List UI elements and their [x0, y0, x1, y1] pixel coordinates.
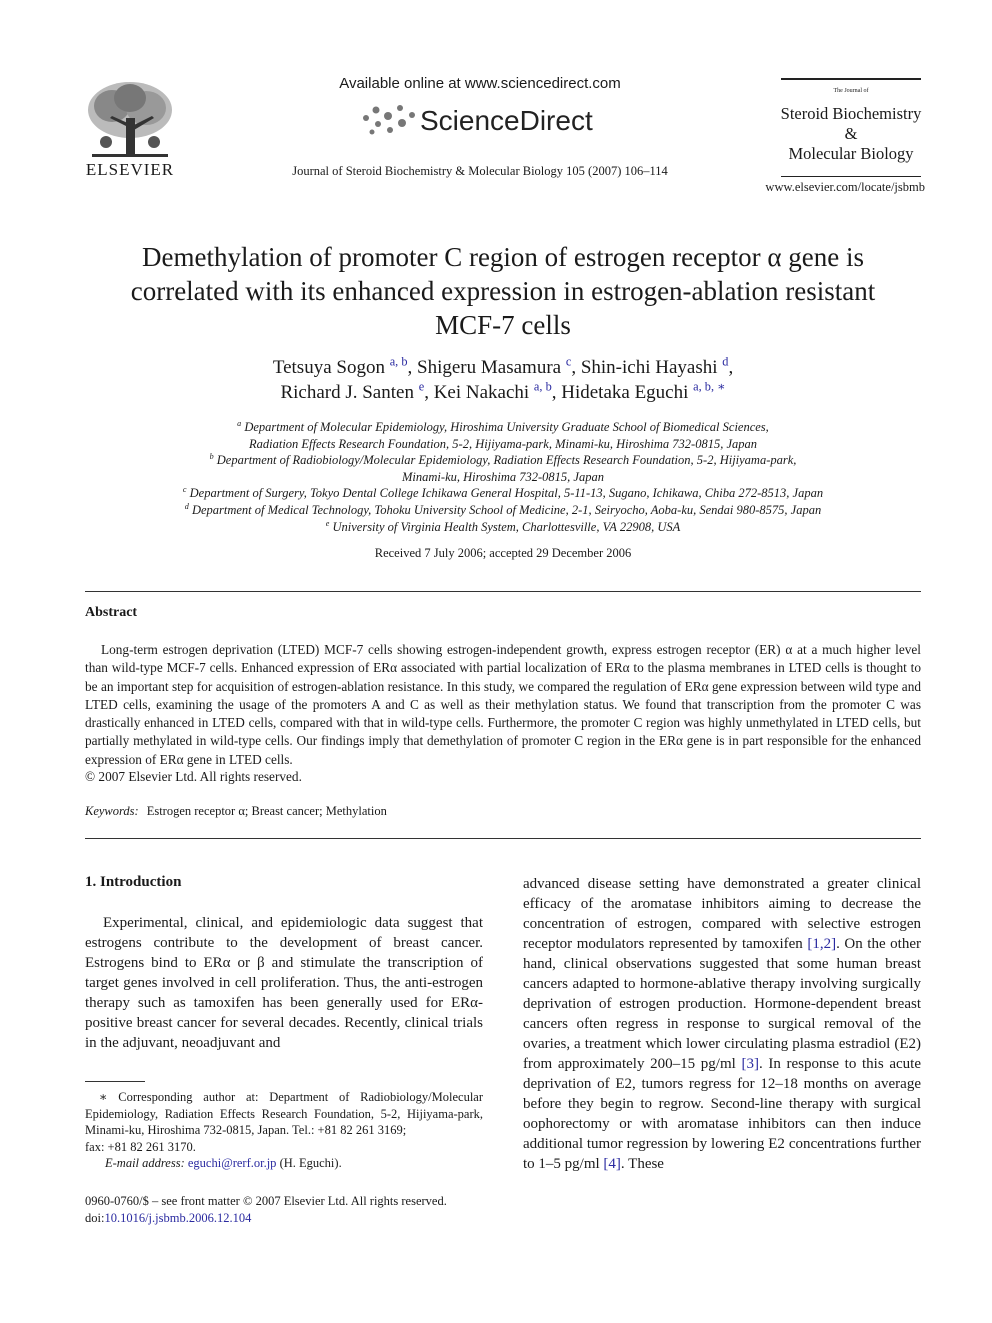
- available-online-text[interactable]: Available online at www.sciencedirect.com: [339, 75, 621, 92]
- divider: [85, 838, 921, 839]
- publisher-name: ELSEVIER: [85, 160, 175, 179]
- journal-name-line-2: &: [844, 124, 858, 143]
- author-affil-mark[interactable]: e: [418, 379, 425, 394]
- journal-url[interactable]: www.elsevier.com/locate/jsbmb: [765, 180, 925, 194]
- journal-citation: Journal of Steroid Biochemistry & Molecular Biology 105 (2007) 106–114: [292, 164, 668, 178]
- author-affil-mark[interactable]: a, b: [533, 379, 552, 394]
- journal-name-line-3: Molecular Biology: [788, 144, 914, 163]
- citation-link[interactable]: [4]: [603, 1156, 621, 1172]
- author-affil-mark[interactable]: a, b, ∗: [693, 379, 726, 394]
- journal-name: [770, 104, 932, 164]
- intro-paragraph-continued: advanced disease setting have demonstrated a greater clinical efficacy of the aromatase inhibitors aiming to decrease the concentration of estrogen, compared with selective estrogen receptor modulators represented by tamoxifen [1,2]. On the other hand, clinical observations suggested that some human breast cancers adapted to hormone-ablative therapy involving surgically deprivation of estrogen production. Hormone-dependent breast cancers often regress in response to surgical removal of the ovaries, a treatment which lower circulating plasma estradiol (E2) from approximately 200–15 pg/ml [3]. In response to this acute deprivation of E2, tumors regress for 12–18 months on average before they begin to regrow. Second-line therapy with surgical oophorectomy or with aromatase inhibitors can then induce additional tumor regression by lowering E2 concentrations further to 1–5 pg/ml [4]. These: [523, 876, 922, 1172]
- affiliation: $^e$ University of Virginia Health System, Charlottesville, VA 22908, USA: [325, 518, 681, 534]
- author: Shigeru Masamura $^c$,: [417, 354, 581, 378]
- journal-box-top-rule: [781, 78, 921, 80]
- issn-doi-block: [85, 1193, 447, 1227]
- affiliation-continued: Radiation Effects Research Foundation, 5-2, Hijiyama-park, Minami-ku, Hiroshima 732-0815, Japan: [248, 436, 758, 451]
- affiliation-continued: Minami-ku, Hiroshima 732-0815, Japan: [402, 469, 604, 484]
- affiliation: $^c$ Department of Surgery, Tokyo Dental College Ichikawa General Hospital, 5-11-13, Sugano, Ichikawa, Chiba 272-8513, Japan: [182, 485, 824, 501]
- corresponding-author-footnote: ∗ Corresponding author at: Department of Radiobiology/Molecular Epidemiology, Radiation Effects Research Foundation, 5-2, Hijiyama-park, Minami-ku, Hiroshima 732-0815, Japan. Tel.: +81 82 261 3169; fax: +81 82 261 3170. E-mail address: eguchi@rerf.or.jp (H. Eguchi).: [85, 1090, 483, 1170]
- abstract-copyright: © 2007 Elsevier Ltd. All rights reserved.: [85, 769, 302, 784]
- affiliation-list: [100, 419, 906, 535]
- sciencedirect-dots-icon: [363, 105, 415, 135]
- author-affil-mark[interactable]: c: [565, 354, 572, 369]
- journal-small-label: The Journal of: [833, 88, 869, 94]
- affiliation: $^d$ Department of Medical Technology, Tohoku University School of Medicine, 2-1, Seiryocho, Aoba-ku, Sendai 980-8575, Japan: [184, 501, 822, 517]
- issn-line: 0960-0760/$ – see front matter © 2007 Elsevier Ltd. All rights reserved.: [85, 1194, 447, 1208]
- email-link[interactable]: eguchi@rerf.or.jp: [187, 1156, 277, 1170]
- affiliation: $^b$ Department of Radiobiology/Molecular Epidemiology, Radiation Effects Research Foundation, 5-2, Hijiyama-park,: [209, 452, 797, 468]
- citation-link[interactable]: [1,2]: [807, 936, 837, 952]
- author: Richard J. Santen $^e$,: [280, 379, 434, 403]
- author: Shin-ichi Hayashi $^d$,: [580, 354, 734, 378]
- author: Kei Nakachi $^{a, b}$,: [433, 379, 562, 403]
- abstract-body: [85, 641, 921, 769]
- sciencedirect-logo[interactable]: [358, 96, 618, 140]
- intro-paragraph: Experimental, clinical, and epidemiologic data suggest that estrogens contribute to the development of breast cancer. Estrogens bind to ERα or β and stimulate the transcription of target genes involved in cell proliferation. Thus, the anti-estrogen therapy such as tamoxifen has been generally used for ERα-positive breast cancer for several decades. Recently, clinical trials in the adjuvant, neoadjuvant and: [85, 915, 483, 1051]
- article-title: Demethylation of promoter C region of estrogen receptor α gene is correlated with its enhanced expression in estrogen-ablation resistant MCF-7 cells: [130, 242, 876, 340]
- intro-column-right: [523, 874, 921, 1174]
- doi-link[interactable]: 10.1016/j.jsbmb.2006.12.104: [104, 1211, 252, 1225]
- abstract-heading: Abstract: [85, 605, 138, 620]
- intro-column-left: [85, 913, 483, 1053]
- sciencedirect-wordmark: ScienceDirect: [420, 105, 593, 136]
- author: Tetsuya Sogon $^{a, b}$,: [272, 354, 418, 378]
- divider: [85, 591, 921, 592]
- received-dates: Received 7 July 2006; accepted 29 December 2006: [374, 546, 632, 560]
- footnote-rule: [85, 1081, 145, 1082]
- author: Hidetaka Eguchi $^{a, b, ∗}$: [561, 379, 726, 403]
- keywords: [85, 804, 387, 819]
- keywords-label: Keywords:: [85, 804, 139, 818]
- journal-name-line-1: Steroid Biochemistry: [780, 104, 922, 123]
- keywords-list: Estrogen receptor α; Breast cancer; Methylation: [146, 804, 387, 818]
- affiliation: $^a$ Department of Molecular Epidemiology, Hiroshima University Graduate School of Biomedical Sciences,: [237, 418, 769, 434]
- journal-box-bottom-rule: [781, 176, 921, 177]
- abstract-paragraph: Long-term estrogen deprivation (LTED) MCF-7 cells showing estrogen-independent growth, express estrogen receptor (ER) α at a much higher level than wild-type MCF-7 cells. Enhanced expression of ERα associated with partial localization of ERα to the plasma membranes in LTED cells is thought to be an important step for acquisition of estrogen-ablation resistance. In this study, we compared the regulation of ERα gene expression between wild type and LTED cells, examining the usage of the promoters A and C as well as their methylation status. We found that transcription from the promoter C was drastically enhanced in LTED cells, compared with that in wild-type cells. Furthermore, the promoter C region was highly unmethylated in LTED cells, but partially methylated in wild-type cells. Our findings imply that demethylation of promoter C region in the ERα gene is in part responsible for the enhanced expression of ERα gene in LTED cells.: [85, 642, 921, 767]
- doi-line: doi:10.1016/j.jsbmb.2006.12.104: [85, 1211, 252, 1225]
- footnote-star: ∗: [99, 1090, 108, 1104]
- section-heading-introduction: 1. Introduction: [85, 874, 182, 890]
- author-list: [120, 355, 886, 405]
- citation-link[interactable]: [3]: [741, 1056, 759, 1072]
- author-affil-mark[interactable]: a, b: [389, 354, 408, 369]
- author-affil-mark[interactable]: d: [722, 354, 729, 369]
